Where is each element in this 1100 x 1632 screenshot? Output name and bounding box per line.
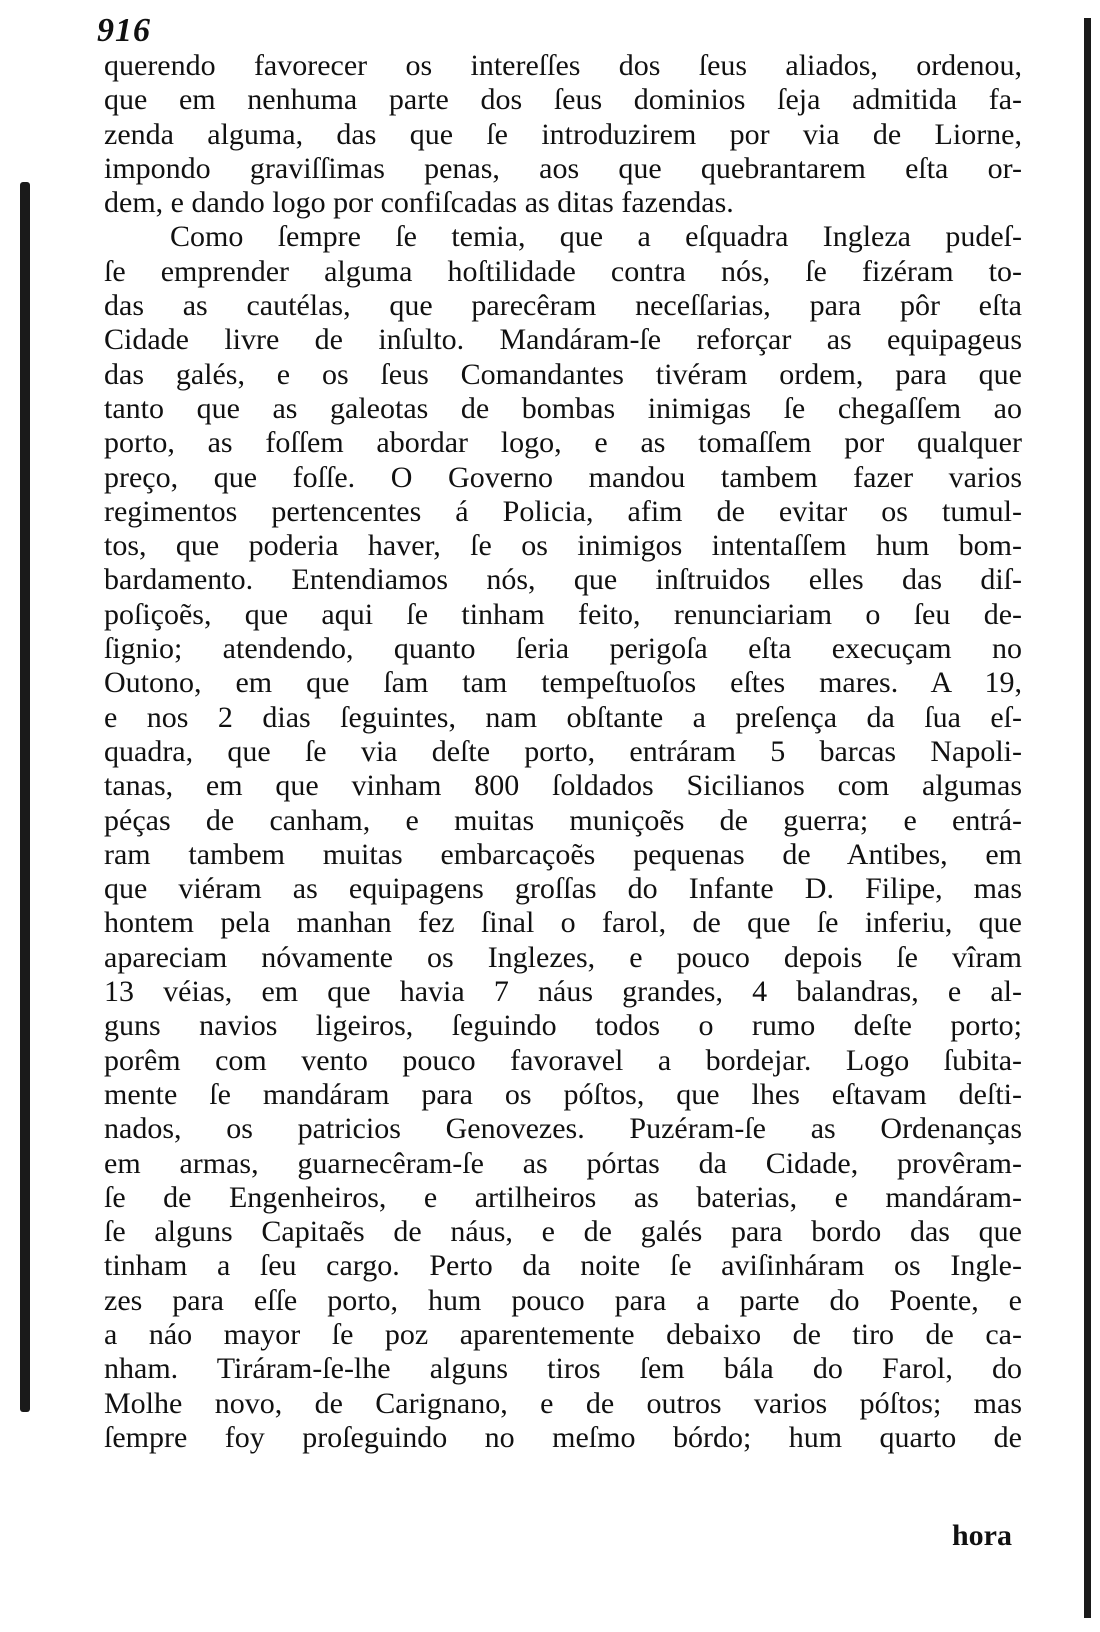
text-line: regimentos pertencentes á Policia, afim de evitar os tumul- [104, 494, 1022, 528]
text-line: ſe alguns Capitaẽs de náus, e de galés para bordo das que [104, 1215, 1022, 1249]
text-line: das galés, e os ſeus Comandantes tivéram ordem, para que [104, 357, 1022, 391]
text-line: péças de canham, e muitas muniçoẽs de guerra; e entrá- [104, 803, 1022, 837]
text-line: 13 véias, em que havia 7 náus grandes, 4 balandras, e al- [104, 975, 1022, 1009]
body-text [104, 49, 1022, 1455]
text-line: ſe emprender alguma hoſtilidade contra nós, ſe fizéram to- [104, 254, 1022, 288]
text-line: Cidade livre de inſulto. Mandáram-ſe reforçar as equipageus [104, 323, 1022, 357]
text-line: guns navios ligeiros, ſeguindo todos o rumo deſte porto; [104, 1009, 1022, 1043]
text-line: que em nenhuma parte dos ſeus dominios ſeja admitida fa- [104, 83, 1022, 117]
text-line: em armas, guarnecêram-ſe as pórtas da Cidade, provêram- [104, 1146, 1022, 1180]
text-line: nados, os patricios Genovezes. Puzéram-ſe as Ordenanças [104, 1112, 1022, 1146]
right-scan-border [1084, 18, 1091, 1618]
text-line: quadra, que ſe via deſte porto, entráram 5 barcas Napoli- [104, 734, 1022, 768]
page-number: 916 [97, 12, 151, 49]
text-line: zes para eſſe porto, hum pouco para a parte do Poente, e [104, 1283, 1022, 1317]
text-line: Outono, em que ſam tam tempeſtuoſos eſtes mares. A 19, [104, 666, 1022, 700]
text-line: tanas, em que vinham 800 ſoldados Sicilianos com algumas [104, 769, 1022, 803]
text-line: a náo mayor ſe poz aparentemente debaixo de tiro de ca- [104, 1317, 1022, 1351]
text-line: apareciam nóvamente os Inglezes, e pouco depois ſe vîram [104, 940, 1022, 974]
text-line: ſignio; atendendo, quanto ſeria perigoſa eſta execuçam no [104, 632, 1022, 666]
text-line: mente ſe mandáram para os póſtos, que lhes eſtavam deſti- [104, 1077, 1022, 1111]
text-line: querendo favorecer os intereſſes dos ſeus aliados, ordenou, [104, 49, 1022, 82]
text-line: que viéram as equipagens groſſas do Infante D. Filipe, mas [104, 872, 1022, 906]
text-line: dem, e dando logo por confiſcadas as ditas fazendas. [104, 186, 734, 220]
text-line: tos, que poderia haver, ſe os inimigos intentaſſem hum bom- [104, 529, 1022, 563]
text-line: zenda alguma, das que ſe introduzirem por via de Liorne, [104, 117, 1022, 151]
left-scan-border [20, 182, 30, 1412]
text-line: Molhe novo, de Carignano, e de outros varios póſtos; mas [104, 1386, 1022, 1420]
text-line: poſiçoẽs, que aqui ſe tinham feito, renunciariam o ſeu de- [104, 597, 1022, 631]
text-line: bardamento. Entendiamos nós, que inſtruidos elles das diſ- [104, 563, 1022, 597]
text-line: hontem pela manhan fez ſinal o farol, de que ſe inferiu, que [104, 906, 1022, 940]
text-line: nham. Tiráram-ſe-lhe alguns tiros ſem bála do Farol, do [104, 1352, 1022, 1386]
text-line: porêm com vento pouco favoravel a bordejar. Logo ſubita- [104, 1043, 1022, 1077]
text-line: ſe de Engenheiros, e artilheiros as baterias, e mandáram- [104, 1180, 1022, 1214]
text-line: tinham a ſeu cargo. Perto da noite ſe aviſinháram os Ingle- [104, 1249, 1022, 1283]
text-line: ram tambem muitas embarcaçoẽs pequenas de Antibes, em [104, 837, 1022, 871]
text-line: ſempre foy proſeguindo no meſmo bórdo; hum quarto de [104, 1420, 1022, 1454]
text-line: das as cautélas, que parecêram neceſſarias, para pôr eſta [104, 289, 1022, 323]
catchword: hora [952, 1519, 1012, 1552]
text-line: impondo graviſſimas penas, aos que quebrantarem eſta or- [104, 151, 1022, 185]
text-line: Como ſempre ſe temia, que a eſquadra Ingleza pudeſ- [170, 220, 1022, 254]
text-line: e nos 2 dias ſeguintes, nam obſtante a preſença da ſua eſ- [104, 700, 1022, 734]
text-line: porto, as foſſem abordar logo, e as tomaſſem por qualquer [104, 426, 1022, 460]
text-line: tanto que as galeotas de bombas inimigas ſe chegaſſem ao [104, 391, 1022, 425]
text-line: preço, que foſſe. O Governo mandou tambem fazer varios [104, 460, 1022, 494]
